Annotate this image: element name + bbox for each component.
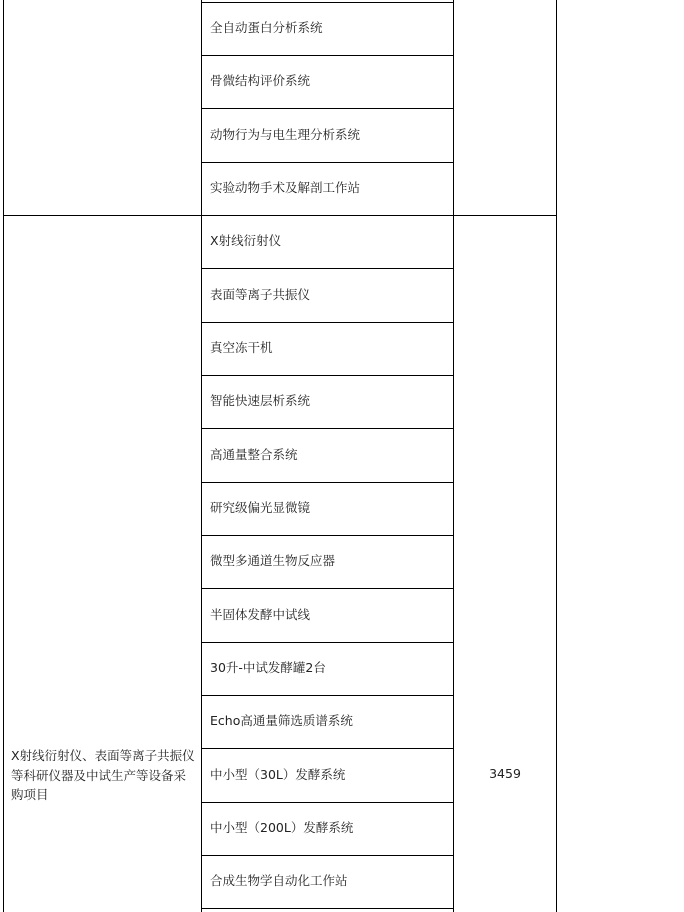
equipment-item: 中小型（30L）发酵系统 [210,767,346,782]
table-border-left [3,0,4,912]
row-divider [201,855,454,856]
equipment-item: 中小型（200L）发酵系统 [210,820,354,835]
row-divider [201,642,454,643]
row-divider [201,268,454,269]
equipment-item: 动物行为与电生理分析系统 [210,127,361,142]
row-divider [201,375,454,376]
equipment-item: 微型多通道生物反应器 [210,553,336,568]
equipment-item: Echo高通量筛选质谱系统 [210,713,353,728]
equipment-item: 高通量整合系统 [210,447,298,462]
row-divider [201,55,454,56]
equipment-item: 研究级偏光显微镜 [210,500,311,515]
equipment-item: 30升-中试发酵罐2台 [210,660,326,675]
column-divider-1 [201,0,202,912]
row-divider [201,108,454,109]
row-divider [201,482,454,483]
equipment-item: 全自动蛋白分析系统 [210,20,323,35]
equipment-item: 真空冻干机 [210,340,273,355]
equipment-item: 实验动物手术及解剖工作站 [210,180,361,195]
row-divider [201,322,454,323]
row-divider [201,162,454,163]
row-divider [201,588,454,589]
row-divider [201,695,454,696]
equipment-item: 合成生物学自动化工作站 [210,873,348,888]
equipment-item: X射线衍射仪 [210,233,282,248]
group-separator [3,215,557,216]
row-divider [201,428,454,429]
row-divider [201,802,454,803]
equipment-item: 半固体发酵中试线 [210,607,311,622]
equipment-item: 智能快速层析系统 [210,393,311,408]
column-divider-3 [556,0,557,912]
equipment-item: 骨微结构评价系统 [210,73,311,88]
project-name: X射线衍射仪、表面等离子共振仪等科研仪器及中试生产等设备采购项目 [11,748,195,802]
row-divider [201,2,454,3]
budget-amount: 3459 [489,766,521,781]
row-divider [201,748,454,749]
row-divider [201,535,454,536]
equipment-item: 表面等离子共振仪 [210,287,311,302]
column-divider-2 [453,0,454,912]
row-divider [201,908,454,909]
